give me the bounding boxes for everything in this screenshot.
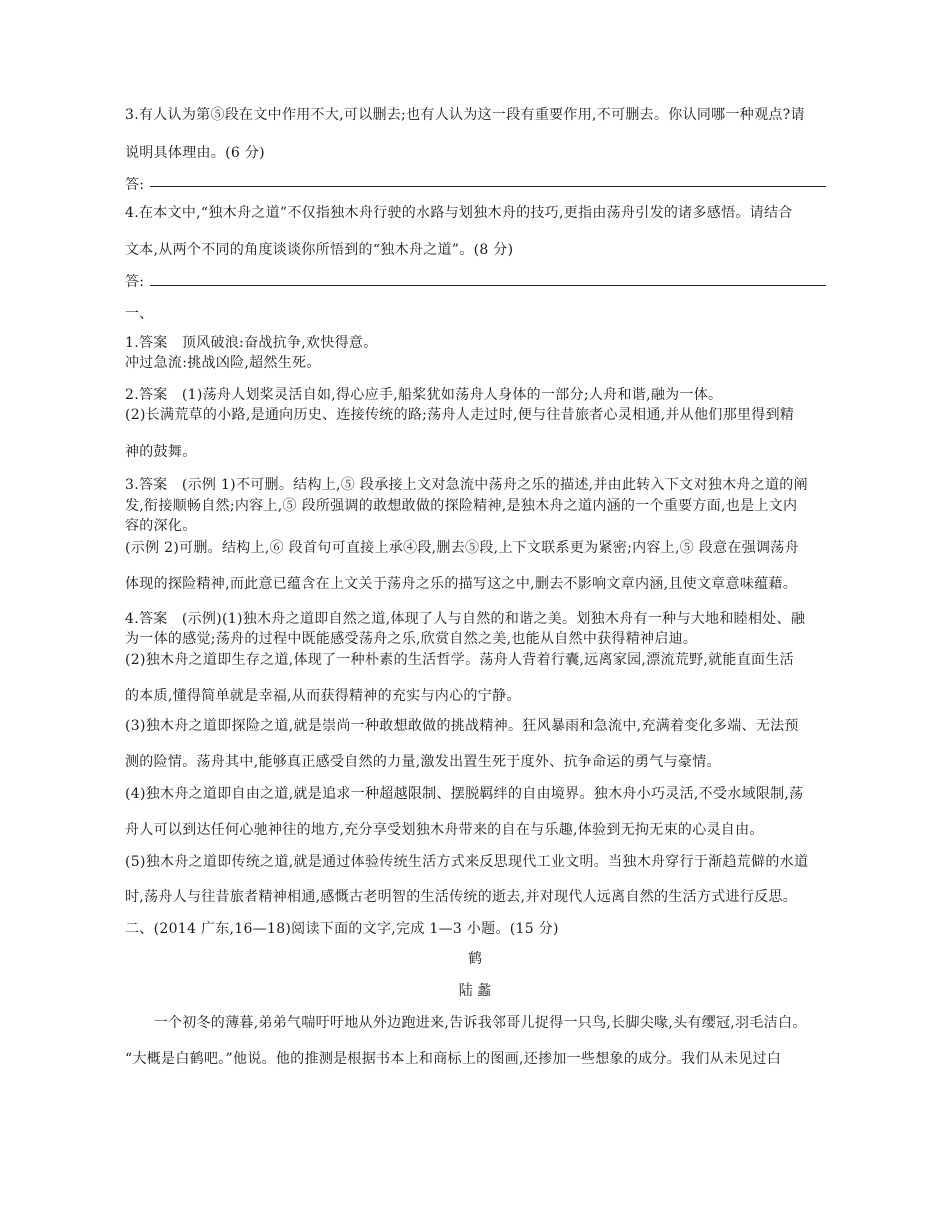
answer-1-line-2: 冲过急流:挑战凶险,超然生死。	[125, 355, 321, 371]
answer-2-line-3: 神的鼓舞。	[125, 444, 197, 460]
article-author: 陆 蠡	[458, 983, 492, 999]
answer-3-line-1: 3.答案 (示例 1)不可删。结构上,⑤ 段承接上文对急流中荡舟之乐的描述,并由此转入下文对独木舟之道的阐	[125, 477, 808, 493]
answer-4-line-7: (4)独木舟之道即自由之道,就是追求一种超越限制、摆脱羁绊的自由境界。独木舟小巧灵活,不受水域限制,荡	[125, 786, 804, 802]
answer-4-line-4: 的本质,懂得简单就是幸福,从而获得精神的充实与内心的宁静。	[125, 688, 521, 704]
question-4-line-2: 文本,从两个不同的角度谈谈你所悟到的“独木舟之道”。(8 分)	[125, 242, 514, 258]
answer-3-line-4: (示例 2)可删。结构上,⑥ 段首句可直接上承④段,删去⑤段,上下文联系更为紧密;内容上,⑤ 段意在强调荡舟	[125, 540, 799, 556]
article-paragraph-line-2: “大概是白鹤吧。”他说。他的推测是根据书本上和商标上的图画,还掺加一些想象的成分。我们从未见过白	[125, 1051, 782, 1067]
answer-3-line-5: 体现的探险精神,而此意已蕴含在上文关于荡舟之乐的描写这之中,删去不影响文章内涵,且使文章意味蕴藉。	[125, 576, 798, 592]
answer-4-line-2: 为一体的感觉;荡舟的过程中既能感受荡舟之乐,欣赏自然之美,也能从自然中获得精神启迪。	[125, 631, 698, 647]
article-title: 鹤	[468, 951, 482, 967]
question-3-line-1: 3.有人认为第⑤段在文中作用不大,可以删去;也有人认为这一段有重要作用,不可删去。你认同哪一种观点?请	[125, 107, 805, 123]
answer-blank-line-3	[150, 186, 826, 187]
answer-1-line-1: 1.答案 顶风破浪:奋战抗争,欢快得意。	[125, 335, 378, 351]
answer-4-line-6: 测的险情。荡舟其中,能够真正感受自然的力量,激发出置生死于度外、抗争命运的勇气与豪情。	[125, 754, 721, 770]
section-one-heading: 一、	[125, 306, 154, 322]
answer-label-4: 答:	[125, 274, 145, 290]
question-3-line-2: 说明具体理由。(6 分)	[125, 145, 265, 161]
answer-2-line-1: 2.答案 (1)荡舟人划桨灵活自如,得心应手,船桨犹如荡舟人身体的一部分;人舟和谐,融为一体。	[125, 387, 723, 403]
answer-4-line-9: (5)独木舟之道即传统之道,就是通过体验传统生活方式来反思现代工业文明。当独木舟穿行于渐趋荒僻的水道	[125, 854, 809, 870]
answer-blank-line-4	[150, 285, 826, 286]
answer-label-3: 答:	[125, 177, 145, 193]
answer-4-line-1: 4.答案 (示例)(1)独木舟之道即自然之道,体现了人与自然的和谐之美。划独木舟有一种与大地和睦相处、融	[125, 611, 806, 627]
section-two-heading: 二、(2014 广东,16—18)阅读下面的文字,完成 1—3 小题。(15 分)	[125, 921, 559, 937]
answer-2-line-2: (2)长满荒草的小路,是通向历史、连接传统的路;荡舟人走过时,便与往昔旅者心灵相通,并从他们那里得到精	[125, 407, 795, 423]
answer-3-line-3: 容的深化。	[125, 518, 197, 534]
article-paragraph-line-1: 一个初冬的薄暮,弟弟气喘吁吁地从外边跑进来,告诉我邻哥儿捉得一只鸟,长脚尖喙,头有缨冠,羽毛洁白。	[125, 1015, 807, 1031]
question-4-line-1: 4.在本文中,“独木舟之道”不仅指独木舟行驶的水路与划独木舟的技巧,更指由荡舟引发的诸多感悟。请结合	[125, 205, 793, 221]
answer-4-line-3: (2)独木舟之道即生存之道,体现了一种朴素的生活哲学。荡舟人背着行囊,远离家园,漂流荒野,就能直面生活	[125, 652, 794, 668]
answer-4-line-10: 时,荡舟人与往昔旅者精神相通,感慨古老明智的生活传统的逝去,并对现代人远离自然的生活方式进行反思。	[125, 889, 798, 905]
answer-3-line-2: 发,衔接顺畅自然;内容上,⑤ 段所强调的敢想敢做的探险精神,是独木舟之道内涵的一个重要方面,也是上文内	[125, 498, 798, 514]
answer-4-line-8: 舟人可以到达任何心驰神往的地方,充分享受划独木舟带来的自在与乐趣,体验到无拘无束的心灵自由。	[125, 822, 764, 838]
answer-4-line-5: (3)独木舟之道即探险之道,就是崇尚一种敢想敢做的挑战精神。狂风暴雨和急流中,充满着变化多端、无法预	[125, 718, 799, 734]
